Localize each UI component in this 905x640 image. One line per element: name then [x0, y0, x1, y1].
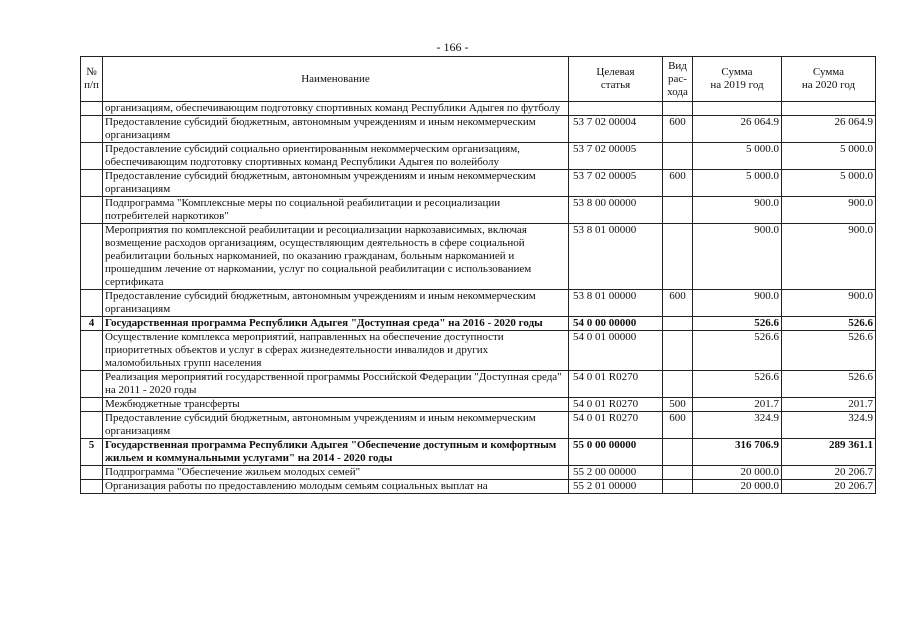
- header-num: № п/п: [81, 57, 103, 102]
- row-name: Межбюджетные трансферты: [103, 398, 569, 412]
- row-num: [81, 371, 103, 398]
- row-name: Предоставление субсидий бюджетным, автономным учреждениям и иным некоммерческим организациям: [103, 116, 569, 143]
- row-expense-type: 600: [663, 290, 693, 317]
- row-sum-2019: 201.7: [693, 398, 782, 412]
- row-target-code: 55 0 00 00000: [569, 439, 663, 466]
- row-target-code: 53 7 02 00004: [569, 116, 663, 143]
- row-sum-2020: 526.6: [782, 331, 876, 371]
- row-sum-2020: 900.0: [782, 290, 876, 317]
- row-target-code: 55 2 00 00000: [569, 466, 663, 480]
- row-target-code: 55 2 01 00000: [569, 480, 663, 494]
- header-target: Целевая статья: [569, 57, 663, 102]
- row-name: Предоставление субсидий бюджетным, автономным учреждениям и иным некоммерческим организациям: [103, 170, 569, 197]
- row-name: Мероприятия по комплексной реабилитации и ресоциализации наркозависимых, включая возмещение расходов организациям, осуществляющим деятельность в сфере социальной реабилитации больных наркоманией, по оказанию гражданам, больным наркоманией и прошедшим лечение от наркомании, услуг по социальной реабилитации с использованием сертификата: [103, 224, 569, 290]
- row-target-code: 54 0 01 R0270: [569, 398, 663, 412]
- row-num: [81, 412, 103, 439]
- row-sum-2019: 900.0: [693, 197, 782, 224]
- row-sum-2020: 526.6: [782, 317, 876, 331]
- row-name: Предоставление субсидий бюджетным, автономным учреждениям и иным некоммерческим организациям: [103, 412, 569, 439]
- row-name: Осуществление комплекса мероприятий, направленных на обеспечение доступности приоритетных объектов и услуг в сферах жизнедеятельности инвалидов и других маломобильных групп населения: [103, 331, 569, 371]
- row-sum-2020: 900.0: [782, 197, 876, 224]
- row-sum-2019: 5 000.0: [693, 170, 782, 197]
- table-row: [81, 317, 876, 331]
- row-num: [81, 331, 103, 371]
- row-name: Подпрограмма "Комплексные меры по социальной реабилитации и ресоциализации потребителей наркотиков": [103, 197, 569, 224]
- table-row: [81, 116, 876, 143]
- row-num: [81, 170, 103, 197]
- row-expense-type: [663, 480, 693, 494]
- row-name: Государственная программа Республики Адыгея "Обеспечение доступным и комфортным жильем и коммунальными услугами" на 2014 - 2020 годы: [103, 439, 569, 466]
- table-row: [81, 466, 876, 480]
- table-row: [81, 290, 876, 317]
- header-sum-2020: Сумма на 2020 год: [782, 57, 876, 102]
- row-expense-type: [663, 371, 693, 398]
- header-vid: Вид рас- хода: [663, 57, 693, 102]
- row-num: [81, 398, 103, 412]
- table-row: [81, 480, 876, 494]
- row-sum-2019: 526.6: [693, 317, 782, 331]
- row-expense-type: [663, 143, 693, 170]
- row-name: Организация работы по предоставлению молодым семьям социальных выплат на: [103, 480, 569, 494]
- row-num: [81, 480, 103, 494]
- row-num: [81, 290, 103, 317]
- row-num: [81, 224, 103, 290]
- row-name: Подпрограмма "Обеспечение жильем молодых семей": [103, 466, 569, 480]
- table-header-row: [81, 57, 876, 102]
- row-num: [81, 197, 103, 224]
- table-row: [81, 197, 876, 224]
- row-sum-2020: 900.0: [782, 224, 876, 290]
- row-expense-type: [663, 197, 693, 224]
- table-row: [81, 371, 876, 398]
- row-num: 4: [81, 317, 103, 331]
- header-name: Наименование: [103, 57, 569, 102]
- table-row: [81, 102, 876, 116]
- row-sum-2020: 289 361.1: [782, 439, 876, 466]
- row-sum-2019: 324.9: [693, 412, 782, 439]
- table-row: [81, 224, 876, 290]
- row-target-code: 53 8 00 00000: [569, 197, 663, 224]
- row-target-code: 53 7 02 00005: [569, 170, 663, 197]
- row-expense-type: [663, 224, 693, 290]
- row-sum-2019: 900.0: [693, 224, 782, 290]
- row-target-code: 54 0 01 R0270: [569, 371, 663, 398]
- row-sum-2020: 5 000.0: [782, 143, 876, 170]
- row-expense-type: 600: [663, 412, 693, 439]
- row-num: [81, 466, 103, 480]
- table-row: [81, 439, 876, 466]
- row-sum-2019: [693, 102, 782, 116]
- row-sum-2019: 5 000.0: [693, 143, 782, 170]
- row-expense-type: [663, 439, 693, 466]
- table-row: [81, 412, 876, 439]
- table-row: [81, 331, 876, 371]
- row-sum-2019: 316 706.9: [693, 439, 782, 466]
- budget-table: [80, 56, 876, 494]
- table-body: [81, 102, 876, 494]
- table-row: [81, 398, 876, 412]
- row-target-code: 53 8 01 00000: [569, 224, 663, 290]
- row-target-code: 54 0 01 00000: [569, 331, 663, 371]
- row-sum-2019: 20 000.0: [693, 466, 782, 480]
- row-expense-type: [663, 317, 693, 331]
- row-target-code: [569, 102, 663, 116]
- row-expense-type: [663, 331, 693, 371]
- row-sum-2019: 26 064.9: [693, 116, 782, 143]
- header-sum-2019: Сумма на 2019 год: [693, 57, 782, 102]
- row-sum-2020: 5 000.0: [782, 170, 876, 197]
- page-number: - 166 -: [436, 40, 469, 54]
- row-sum-2020: [782, 102, 876, 116]
- row-num: [81, 116, 103, 143]
- row-sum-2020: 20 206.7: [782, 480, 876, 494]
- row-num: [81, 143, 103, 170]
- row-target-code: 53 7 02 00005: [569, 143, 663, 170]
- row-sum-2020: 20 206.7: [782, 466, 876, 480]
- row-sum-2020: 26 064.9: [782, 116, 876, 143]
- row-num: [81, 102, 103, 116]
- table-row: [81, 143, 876, 170]
- row-sum-2019: 526.6: [693, 331, 782, 371]
- table-row: [81, 170, 876, 197]
- row-name: Предоставление субсидий социально ориентированным некоммерческим организациям, обеспечивающим подготовку спортивных команд Республики Адыгея по волейболу: [103, 143, 569, 170]
- row-expense-type: 600: [663, 116, 693, 143]
- row-sum-2019: 900.0: [693, 290, 782, 317]
- row-num: 5: [81, 439, 103, 466]
- row-target-code: 54 0 01 R0270: [569, 412, 663, 439]
- row-sum-2020: 324.9: [782, 412, 876, 439]
- row-sum-2020: 201.7: [782, 398, 876, 412]
- row-target-code: 53 8 01 00000: [569, 290, 663, 317]
- row-expense-type: [663, 102, 693, 116]
- row-sum-2019: 20 000.0: [693, 480, 782, 494]
- row-expense-type: 500: [663, 398, 693, 412]
- row-name: организациям, обеспечивающим подготовку спортивных команд Республики Адыгея по футболу: [103, 102, 569, 116]
- row-name: Реализация мероприятий государственной программы Российской Федерации "Доступная среда" на 2011 - 2020 годы: [103, 371, 569, 398]
- row-target-code: 54 0 00 00000: [569, 317, 663, 331]
- row-name: Предоставление субсидий бюджетным, автономным учреждениям и иным некоммерческим организациям: [103, 290, 569, 317]
- row-expense-type: 600: [663, 170, 693, 197]
- row-expense-type: [663, 466, 693, 480]
- row-sum-2019: 526.6: [693, 371, 782, 398]
- row-sum-2020: 526.6: [782, 371, 876, 398]
- row-name: Государственная программа Республики Адыгея "Доступная среда" на 2016 - 2020 годы: [103, 317, 569, 331]
